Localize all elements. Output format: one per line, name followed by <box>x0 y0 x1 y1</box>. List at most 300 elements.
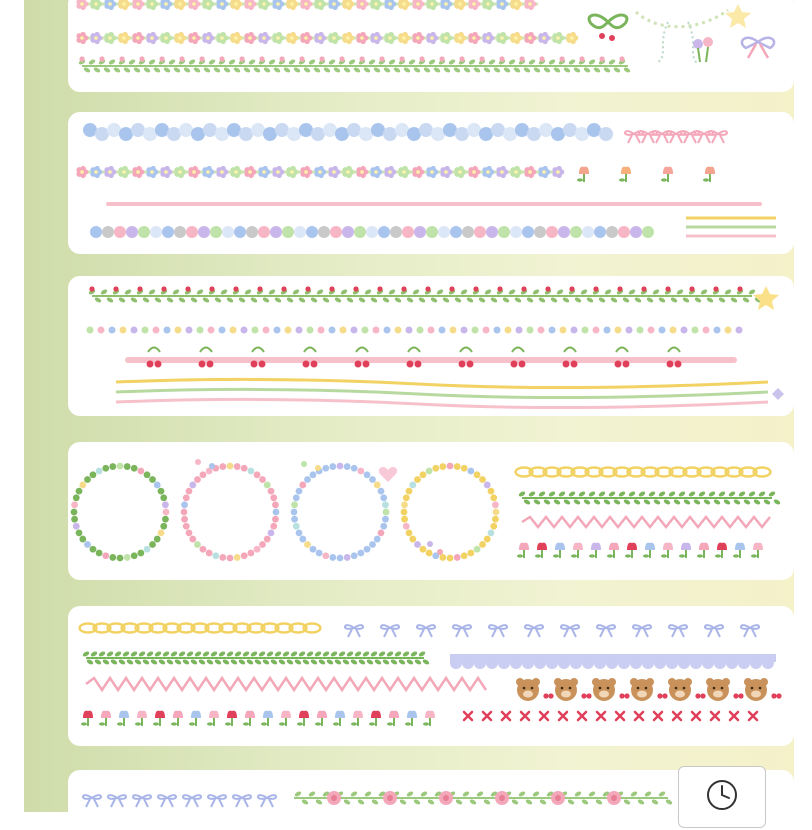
bead <box>329 327 336 334</box>
wreath-bead <box>492 501 499 508</box>
bead <box>230 327 237 334</box>
bead <box>285 327 292 334</box>
wreath-bead <box>406 529 413 536</box>
wreath-bead <box>484 482 491 489</box>
bow-icon <box>183 795 201 807</box>
wreath-bead <box>484 536 491 543</box>
wreath-bead <box>162 501 169 508</box>
bead <box>483 327 490 334</box>
wreath-bead <box>299 482 306 489</box>
bead <box>486 226 498 238</box>
bead <box>164 327 171 334</box>
bow-icon <box>258 795 276 807</box>
bead <box>340 327 347 334</box>
wreath-bead <box>90 546 97 553</box>
bow-icon <box>633 625 651 637</box>
wreath-bead <box>241 465 248 472</box>
sticker-panel-2 <box>68 112 794 254</box>
chain <box>80 624 321 633</box>
bead <box>210 226 222 238</box>
wreath-bead <box>137 468 144 475</box>
wreath-bead <box>291 516 298 523</box>
wreath-bead <box>264 482 271 489</box>
wreath-bead <box>73 494 80 501</box>
tulip-icon <box>663 543 673 550</box>
bead <box>318 226 330 238</box>
bead <box>630 226 642 238</box>
wreath-bead <box>369 541 376 548</box>
tulip-icon <box>263 711 273 718</box>
wreath-bead <box>374 482 381 489</box>
bow-ribbon-icon <box>742 38 774 58</box>
bow-icon <box>525 625 543 637</box>
leaf-rose-vine <box>294 791 673 806</box>
sticker-panel-5 <box>68 606 794 746</box>
wreath-bead <box>84 541 91 548</box>
wreath-bead <box>439 554 446 561</box>
bead <box>571 327 578 334</box>
bead <box>414 226 426 238</box>
bow-icon <box>589 15 627 41</box>
bead <box>270 226 282 238</box>
bead <box>282 226 294 238</box>
wreath-bead <box>490 523 497 530</box>
bow-icon <box>561 625 579 637</box>
panel-4-art <box>68 442 794 580</box>
wreath-bead <box>268 488 275 495</box>
bead <box>546 226 558 238</box>
bow-row <box>83 795 276 807</box>
clock-button[interactable] <box>678 766 766 828</box>
beaded-line <box>76 32 578 44</box>
scallop <box>450 654 776 669</box>
bead <box>648 327 655 334</box>
bear-face-icon <box>745 679 767 701</box>
cross-stitch-icon <box>578 712 586 720</box>
bead <box>615 327 622 334</box>
bead <box>594 226 606 238</box>
wreath-bead <box>162 516 169 523</box>
wreath-bead <box>403 494 410 501</box>
cloud-garland <box>83 123 613 141</box>
bead <box>549 327 556 334</box>
bead-chain <box>87 327 743 334</box>
bead <box>725 327 732 334</box>
wreath-bead <box>206 550 213 557</box>
bead <box>498 226 510 238</box>
wreath-bead <box>296 488 303 495</box>
wreath-bead <box>264 536 271 543</box>
tulip-icon <box>155 711 165 718</box>
wreath-bead <box>160 494 167 501</box>
tulip-icon <box>555 543 565 550</box>
bead <box>505 327 512 334</box>
wavy-line-pink <box>116 399 768 407</box>
bead <box>494 327 501 334</box>
bear-face-icon <box>707 679 729 701</box>
wreath-bead <box>247 468 254 475</box>
wreath-bead <box>96 550 103 557</box>
star-garland-icon <box>636 4 751 64</box>
bead <box>570 226 582 238</box>
cross-stitch-icon <box>502 712 510 720</box>
cross-stitch-icon <box>635 712 643 720</box>
tulip-icon <box>227 711 237 718</box>
wreath-bead <box>439 463 446 470</box>
wreath-bead <box>291 501 298 508</box>
tulip-icon <box>119 711 129 718</box>
bead <box>384 327 391 334</box>
wreath-bead <box>183 523 190 530</box>
bear-face-icon <box>555 679 577 701</box>
tulip-icon <box>407 711 417 718</box>
tulip-icon <box>425 711 435 718</box>
wreath-bead <box>71 516 78 523</box>
wreath-bead <box>227 555 234 562</box>
wreath-bead <box>109 463 116 470</box>
bead <box>395 327 402 334</box>
tulip-icon <box>519 543 529 550</box>
wreath-bead <box>181 516 188 523</box>
bead <box>175 327 182 334</box>
tulip-icon <box>281 711 291 718</box>
wreath-bead <box>383 509 390 516</box>
bead <box>736 327 743 334</box>
wreath-bead <box>454 463 461 470</box>
wreath-bead <box>344 463 351 470</box>
wreath-bead <box>200 546 207 553</box>
tulip-icon <box>245 711 255 718</box>
bead <box>450 327 457 334</box>
wreath-bead <box>124 554 131 561</box>
wreath-bead <box>493 509 500 516</box>
wreath-bead <box>181 501 188 508</box>
bead <box>582 327 589 334</box>
bead <box>417 327 424 334</box>
wreath-bead <box>149 476 156 483</box>
bow-icon <box>705 625 723 637</box>
wreath-bead <box>137 550 144 557</box>
cross-stitch-icon <box>730 712 738 720</box>
wreath-bead <box>369 476 376 483</box>
wreath-bead <box>488 488 495 495</box>
leaf-vine <box>78 56 631 73</box>
tulip-icon <box>591 543 601 550</box>
bead <box>626 327 633 334</box>
wreath-bead <box>304 476 311 483</box>
wreath-bead <box>71 501 78 508</box>
wreath-bead <box>414 476 421 483</box>
bow-icon <box>345 625 363 637</box>
bead <box>174 226 186 238</box>
bead <box>153 327 160 334</box>
wreath-bead <box>322 552 329 559</box>
wreath-bead <box>109 554 116 561</box>
wreath-bead <box>378 529 385 536</box>
bead <box>138 226 150 238</box>
bead <box>162 226 174 238</box>
bead <box>714 327 721 334</box>
wreath-bead <box>272 501 279 508</box>
bead <box>390 226 402 238</box>
wreath-bead <box>310 471 317 478</box>
bead <box>472 327 479 334</box>
bow-icon <box>695 131 713 143</box>
bead <box>637 327 644 334</box>
wreath-bead <box>432 465 439 472</box>
tulip-icon <box>735 543 745 550</box>
wreath-bead <box>163 509 170 516</box>
bead <box>150 226 162 238</box>
tulip-icon <box>537 543 547 550</box>
bead <box>330 226 342 238</box>
bead <box>606 226 618 238</box>
bow-icon <box>108 795 126 807</box>
wreath-bead <box>364 546 371 553</box>
bead <box>604 327 611 334</box>
wreath-bead <box>322 465 329 472</box>
wreath-bead <box>454 554 461 561</box>
wreath-bead <box>382 501 389 508</box>
wreath-bead <box>234 463 241 470</box>
bow-icon <box>208 795 226 807</box>
cross-stitch-icon <box>540 712 548 720</box>
bead <box>246 226 258 238</box>
cross-stitch-icon <box>521 712 529 720</box>
wreath-bead <box>316 550 323 557</box>
wreath-bead <box>374 536 381 543</box>
bead <box>142 327 149 334</box>
wreath-bead <box>461 552 468 559</box>
wreath-bead <box>351 465 358 472</box>
tulip-icon <box>753 543 763 550</box>
wreath-bead <box>270 494 277 501</box>
bead <box>274 327 281 334</box>
cross-stitch-icon <box>654 712 662 720</box>
wreath-bead <box>351 552 358 559</box>
wreath-bead <box>479 541 486 548</box>
bead <box>296 327 303 334</box>
wreath-bead <box>403 523 410 530</box>
sticker-panel-4 <box>68 442 794 580</box>
bead <box>438 226 450 238</box>
tulip-icon <box>705 167 715 174</box>
cross-stitch-icon <box>597 712 605 720</box>
bow-icon <box>133 795 151 807</box>
wreath-bead <box>131 465 138 472</box>
cross-stitch-icon <box>673 712 681 720</box>
wreath-bead <box>160 523 167 530</box>
tulip-icon <box>83 711 93 718</box>
cross-stitch-icon <box>483 712 491 720</box>
cross-stitch-icon <box>749 712 757 720</box>
wreath-bead <box>461 465 468 472</box>
tulip-icon <box>335 711 345 718</box>
zigzag <box>522 517 770 527</box>
wreath-bead <box>84 476 91 483</box>
wreath-bead <box>272 516 279 523</box>
wreath-bead <box>259 541 266 548</box>
wreath-bead <box>154 482 161 489</box>
tulip-icon <box>353 711 363 718</box>
wreath-bead <box>474 546 481 553</box>
bead <box>126 226 138 238</box>
heart-icon <box>772 388 784 400</box>
wreath-bead <box>124 463 131 470</box>
bear-face-icon <box>669 679 691 701</box>
star-icon <box>753 286 779 310</box>
bead <box>208 327 215 334</box>
bead <box>114 226 126 238</box>
bead <box>462 226 474 238</box>
panel-1-art <box>68 0 794 92</box>
wreath-bead <box>273 509 280 516</box>
bead <box>428 327 435 334</box>
bead <box>406 327 413 334</box>
bow-icon <box>741 625 759 637</box>
bead <box>306 226 318 238</box>
tulip-icon <box>317 711 327 718</box>
wreath-bead <box>186 488 193 495</box>
bead <box>351 327 358 334</box>
bead <box>378 226 390 238</box>
wreath-bead <box>194 541 201 548</box>
wreath-bead <box>200 471 207 478</box>
flower-garland <box>76 0 538 10</box>
wreath-bead <box>380 494 387 501</box>
bear-face-icon <box>517 679 539 701</box>
wreath-bead <box>102 465 109 472</box>
wreath-bead <box>406 488 413 495</box>
wreath-bead <box>144 546 151 553</box>
bow-icon <box>639 131 657 143</box>
bead <box>692 327 699 334</box>
bead <box>670 327 677 334</box>
wreath-bead <box>254 546 261 553</box>
bead <box>366 226 378 238</box>
wreath-bead <box>299 536 306 543</box>
bow-icon <box>669 625 687 637</box>
small-flower-icon <box>693 37 713 62</box>
cross-stitch-icon <box>711 712 719 720</box>
tulip-icon <box>137 711 147 718</box>
bead <box>131 327 138 334</box>
wreath-bead <box>234 554 241 561</box>
bead <box>294 226 306 238</box>
bead <box>234 226 246 238</box>
cross-stitch-icon <box>559 712 567 720</box>
wreath-bead <box>76 488 83 495</box>
bead <box>354 226 366 238</box>
wreath-bead <box>474 471 481 478</box>
tulip-row <box>577 167 715 182</box>
wreath-bead <box>380 523 387 530</box>
wreath-bead <box>492 516 499 523</box>
pastel-bead-line <box>90 226 654 238</box>
tulip-icon <box>621 167 631 174</box>
wreath-bead <box>144 471 151 478</box>
bow-icon <box>667 131 685 143</box>
leaf-line <box>518 491 781 506</box>
bead <box>538 327 545 334</box>
wreath-bead <box>337 463 344 470</box>
bow-icon <box>83 795 101 807</box>
wreath-bead <box>291 509 298 516</box>
wreath-bead <box>186 529 193 536</box>
bead <box>439 327 446 334</box>
wreath-bead <box>219 463 226 470</box>
wreath-bead <box>79 536 86 543</box>
bead <box>219 327 226 334</box>
bead <box>342 226 354 238</box>
cross-stitch-icon <box>464 712 472 720</box>
tulip-icon <box>191 711 201 718</box>
wreath-bead <box>270 523 277 530</box>
wreath-bead <box>293 523 300 530</box>
bead <box>120 327 127 334</box>
bear-face-row <box>516 678 782 701</box>
bead <box>461 327 468 334</box>
wreath-bead <box>378 488 385 495</box>
zigzag <box>86 678 486 690</box>
wreath-bead <box>259 476 266 483</box>
wreath-bead <box>158 529 165 536</box>
bear-face-icon <box>631 679 653 701</box>
wreath-bead <box>409 536 416 543</box>
panel-3-art <box>68 276 794 416</box>
cherry-vine <box>88 286 762 303</box>
bow-icon <box>453 625 471 637</box>
tulip-icon <box>209 711 219 718</box>
wreath-bead <box>102 552 109 559</box>
wavy-line-yellow <box>116 379 768 387</box>
wreath-bead <box>219 554 226 561</box>
wreath-bead <box>426 550 433 557</box>
wreath-bead <box>189 482 196 489</box>
wreath-bead <box>329 554 336 561</box>
bead <box>198 226 210 238</box>
bead <box>98 327 105 334</box>
tulip-row <box>517 543 763 558</box>
bow-icon <box>597 625 615 637</box>
bow-row <box>345 625 759 637</box>
bead <box>522 226 534 238</box>
chain <box>516 468 771 477</box>
bead <box>197 327 204 334</box>
bear-face-icon <box>593 679 615 701</box>
sticker-sheet <box>24 0 794 812</box>
wreath-bead <box>414 541 421 548</box>
round-wreath <box>71 459 500 561</box>
wreath-bead <box>337 555 344 562</box>
bow-icon <box>158 795 176 807</box>
wreath-bead <box>227 463 234 470</box>
bead <box>642 226 654 238</box>
tulip-icon <box>663 167 673 174</box>
bead <box>450 226 462 238</box>
bow-icon <box>489 625 507 637</box>
wreath-bead <box>409 482 416 489</box>
tulip-icon <box>699 543 709 550</box>
wreath-bead <box>96 468 103 475</box>
bead <box>186 327 193 334</box>
wreath-bead <box>420 546 427 553</box>
wreath-bead <box>447 463 454 470</box>
wreath-bead <box>117 463 124 470</box>
tulip-icon <box>299 711 309 718</box>
wreath-bead <box>90 471 97 478</box>
wreath-bead <box>71 509 78 516</box>
